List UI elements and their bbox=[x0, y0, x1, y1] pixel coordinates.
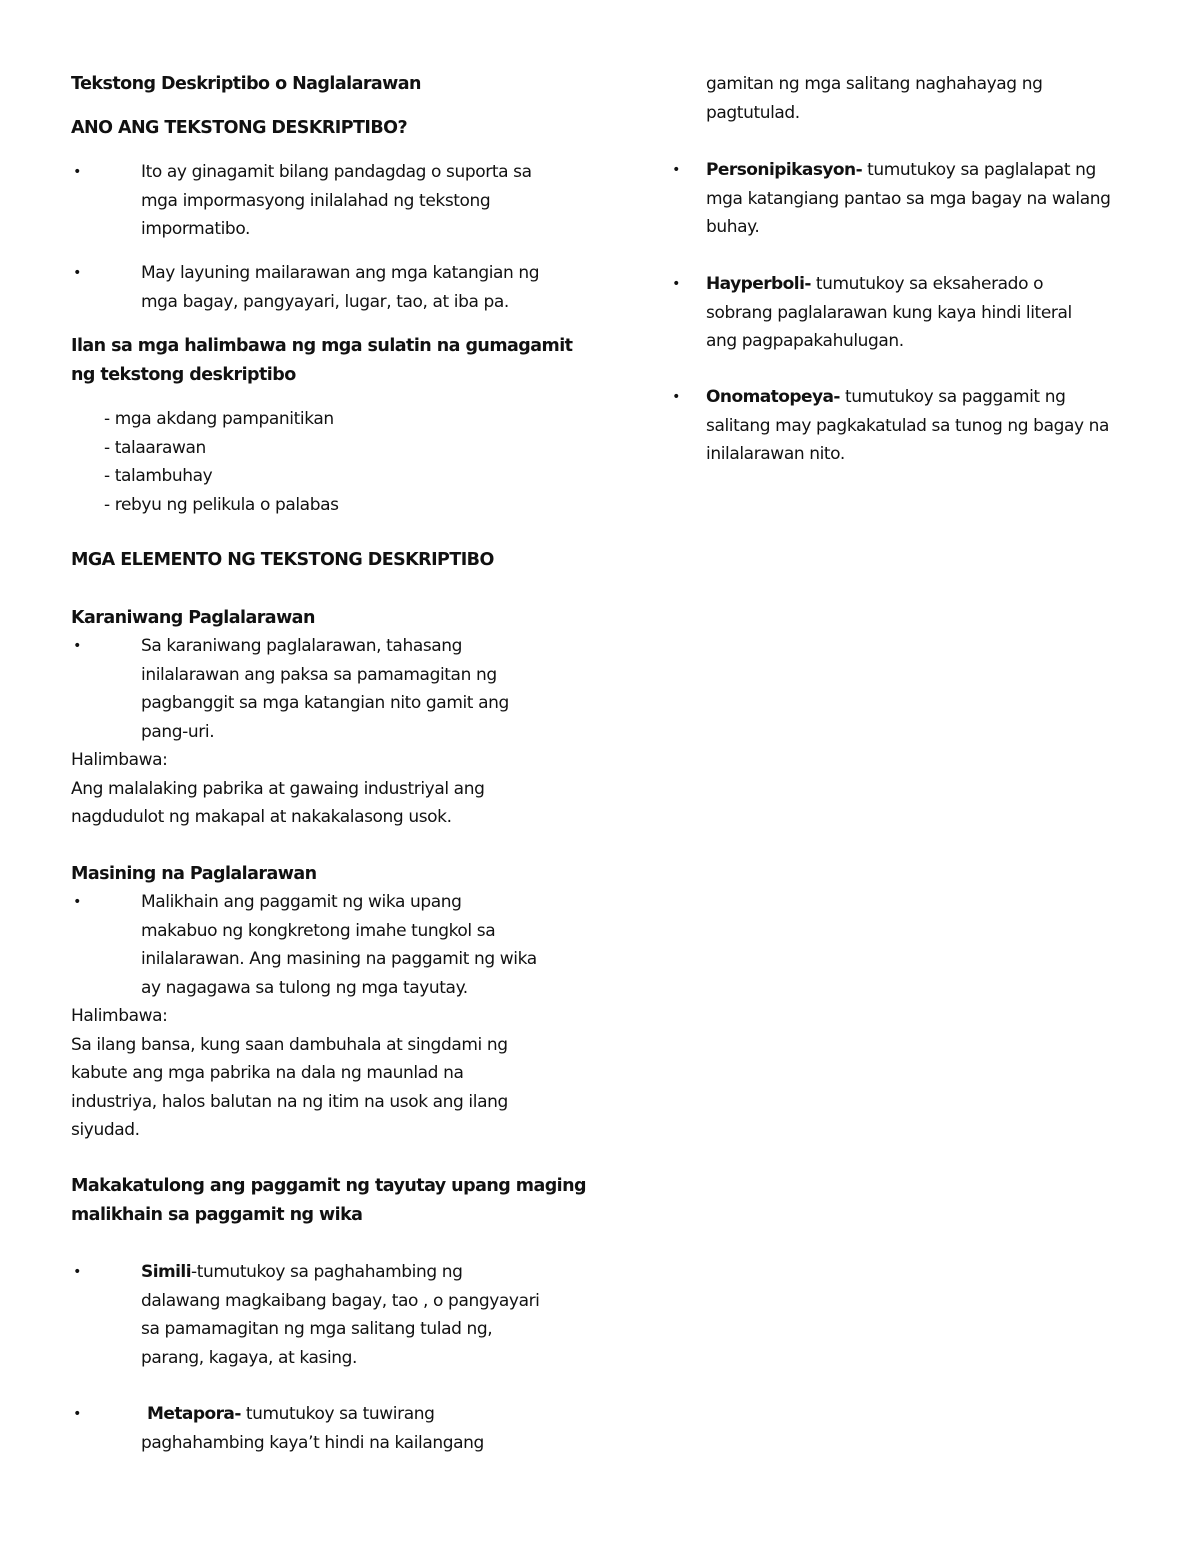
bullet-icon: • bbox=[672, 276, 680, 292]
list-item: - rebyu ng pelikula o palabas bbox=[104, 494, 339, 515]
bullet-icon: • bbox=[73, 164, 81, 180]
term: Onomatopeya- bbox=[706, 387, 840, 407]
example-label: Halimbawa: bbox=[71, 750, 168, 770]
masining-heading: Masining na Paglalarawan bbox=[71, 864, 317, 884]
bullet-icon: • bbox=[73, 265, 81, 281]
bullet-icon: • bbox=[672, 162, 680, 178]
bullet-icon: • bbox=[672, 389, 680, 405]
tayutay-heading: Makakatulong ang paggamit ng tayutay upang maging malikhain sa paggamit ng wika bbox=[71, 1176, 587, 1225]
karaniwan-example: Halimbawa: Ang malalaking pabrika at gawaing industriyal ang nagdudulot ng makapal at nakakalasong usok. bbox=[71, 746, 571, 832]
bullet-icon: • bbox=[73, 638, 81, 654]
bullet-icon: • bbox=[73, 894, 81, 910]
list-item: - talambuhay bbox=[104, 466, 213, 486]
bullet-icon: • bbox=[73, 1406, 81, 1422]
masining-example: Halimbawa: Sa ilang bansa, kung saan dambuhala at singdami ng kabute ang mga pabrika na dala ng maunlad na industriya, halos balutan na ng itim na usok ang ilang siyudad. bbox=[71, 1002, 571, 1145]
section-question: ANO ANG TEKSTONG DESKRIPTIBO? bbox=[71, 118, 408, 138]
examples-list bbox=[104, 405, 571, 519]
term: Hayperboli- bbox=[706, 274, 811, 294]
elements-heading: MGA ELEMENTO NG TEKSTONG DESKRIPTIBO bbox=[71, 550, 494, 570]
term: Personipikasyon- bbox=[706, 160, 863, 180]
term: Metapora- bbox=[147, 1404, 241, 1424]
examples-heading: Ilan sa mga halimbawa ng mga sulatin na gumagamit ng tekstong deskriptibo bbox=[71, 336, 573, 385]
term: Simili bbox=[141, 1262, 191, 1282]
document-title: Tekstong Deskriptibo o Naglalarawan bbox=[71, 74, 421, 94]
list-item: - mga akdang pampanitikan bbox=[104, 409, 334, 429]
bullet-icon: • bbox=[73, 1264, 81, 1280]
metapora-continuation: gamitan ng mga salitang naghahayag ng pagtutulad. bbox=[706, 74, 1043, 123]
karaniwan-heading: Karaniwang Paglalarawan bbox=[71, 608, 315, 628]
list-item: - talaarawan bbox=[104, 437, 206, 458]
example-label: Halimbawa: bbox=[71, 1006, 168, 1026]
